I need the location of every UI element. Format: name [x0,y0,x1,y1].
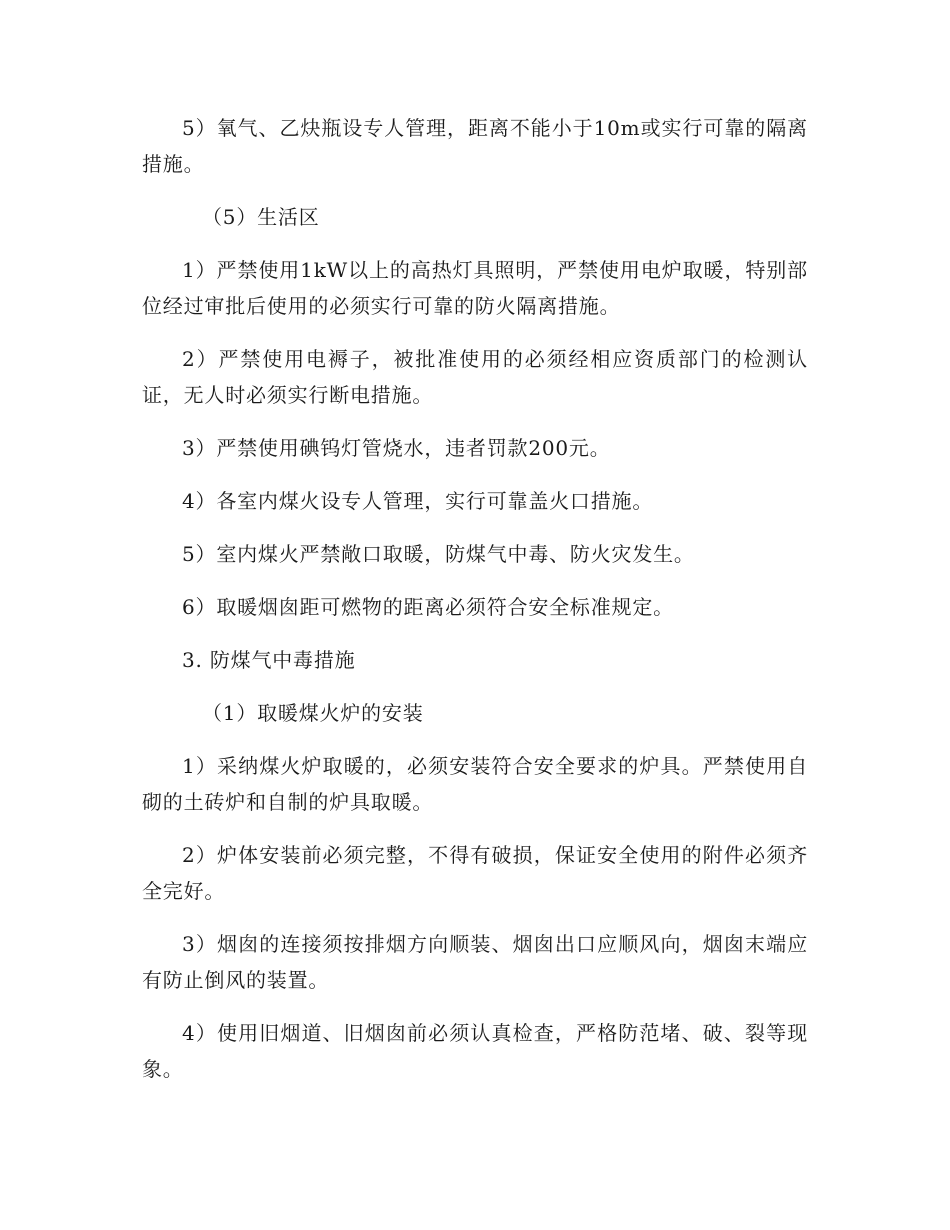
paragraph-oxygen-acetylene: 5）氧气、乙炔瓶设专人管理，距离不能小于10m或实行可靠的隔离措施。 [142,116,808,176]
paragraph-stove-3: 3）烟囱的连接须按排烟方向顺装、烟囱出口应顺风向，烟囱末端应有防止倒风的装置。 [142,932,808,992]
subsection-heading-stove-install: （1）取暖煤火炉的安装 [202,701,424,725]
paragraph-living-5: 5）室内煤火严禁敞口取暖，防煤气中毒、防火灾发生。 [182,542,695,566]
paragraph-living-2: 2）严禁使用电褥子，被批准使用的必须经相应资质部门的检测认证，无人时必须实行断电措施。 [142,347,808,407]
paragraph-stove-4: 4）使用旧烟道、旧烟囱前必须认真检查，严格防范堵、破、裂等现象。 [142,1021,808,1081]
section-heading-living-area: （5）生活区 [202,205,320,229]
paragraph-stove-2: 2）炉体安装前必须完整，不得有破损，保证安全使用的附件必须齐全完好。 [142,843,808,903]
section-heading-gas-poisoning: 3. 防煤气中毒措施 [182,648,356,672]
paragraph-living-3: 3）严禁使用碘钨灯管烧水，违者罚款200元。 [182,436,611,460]
document-body [142,110,808,1104]
paragraph-living-6: 6）取暖烟囱距可燃物的距离必须符合安全标准规定。 [182,595,674,619]
paragraph-living-4: 4）各室内煤火设专人管理，实行可靠盖火口措施。 [182,489,654,513]
paragraph-stove-1: 1）采纳煤火炉取暖的，必须安装符合安全要求的炉具。严禁使用自砌的土砖炉和自制的炉具取暖。 [142,754,808,814]
paragraph-living-1: 1）严禁使用1kW以上的高热灯具照明，严禁使用电炉取暖，特别部位经过审批后使用的必须实行可靠的防火隔离措施。 [142,258,808,318]
